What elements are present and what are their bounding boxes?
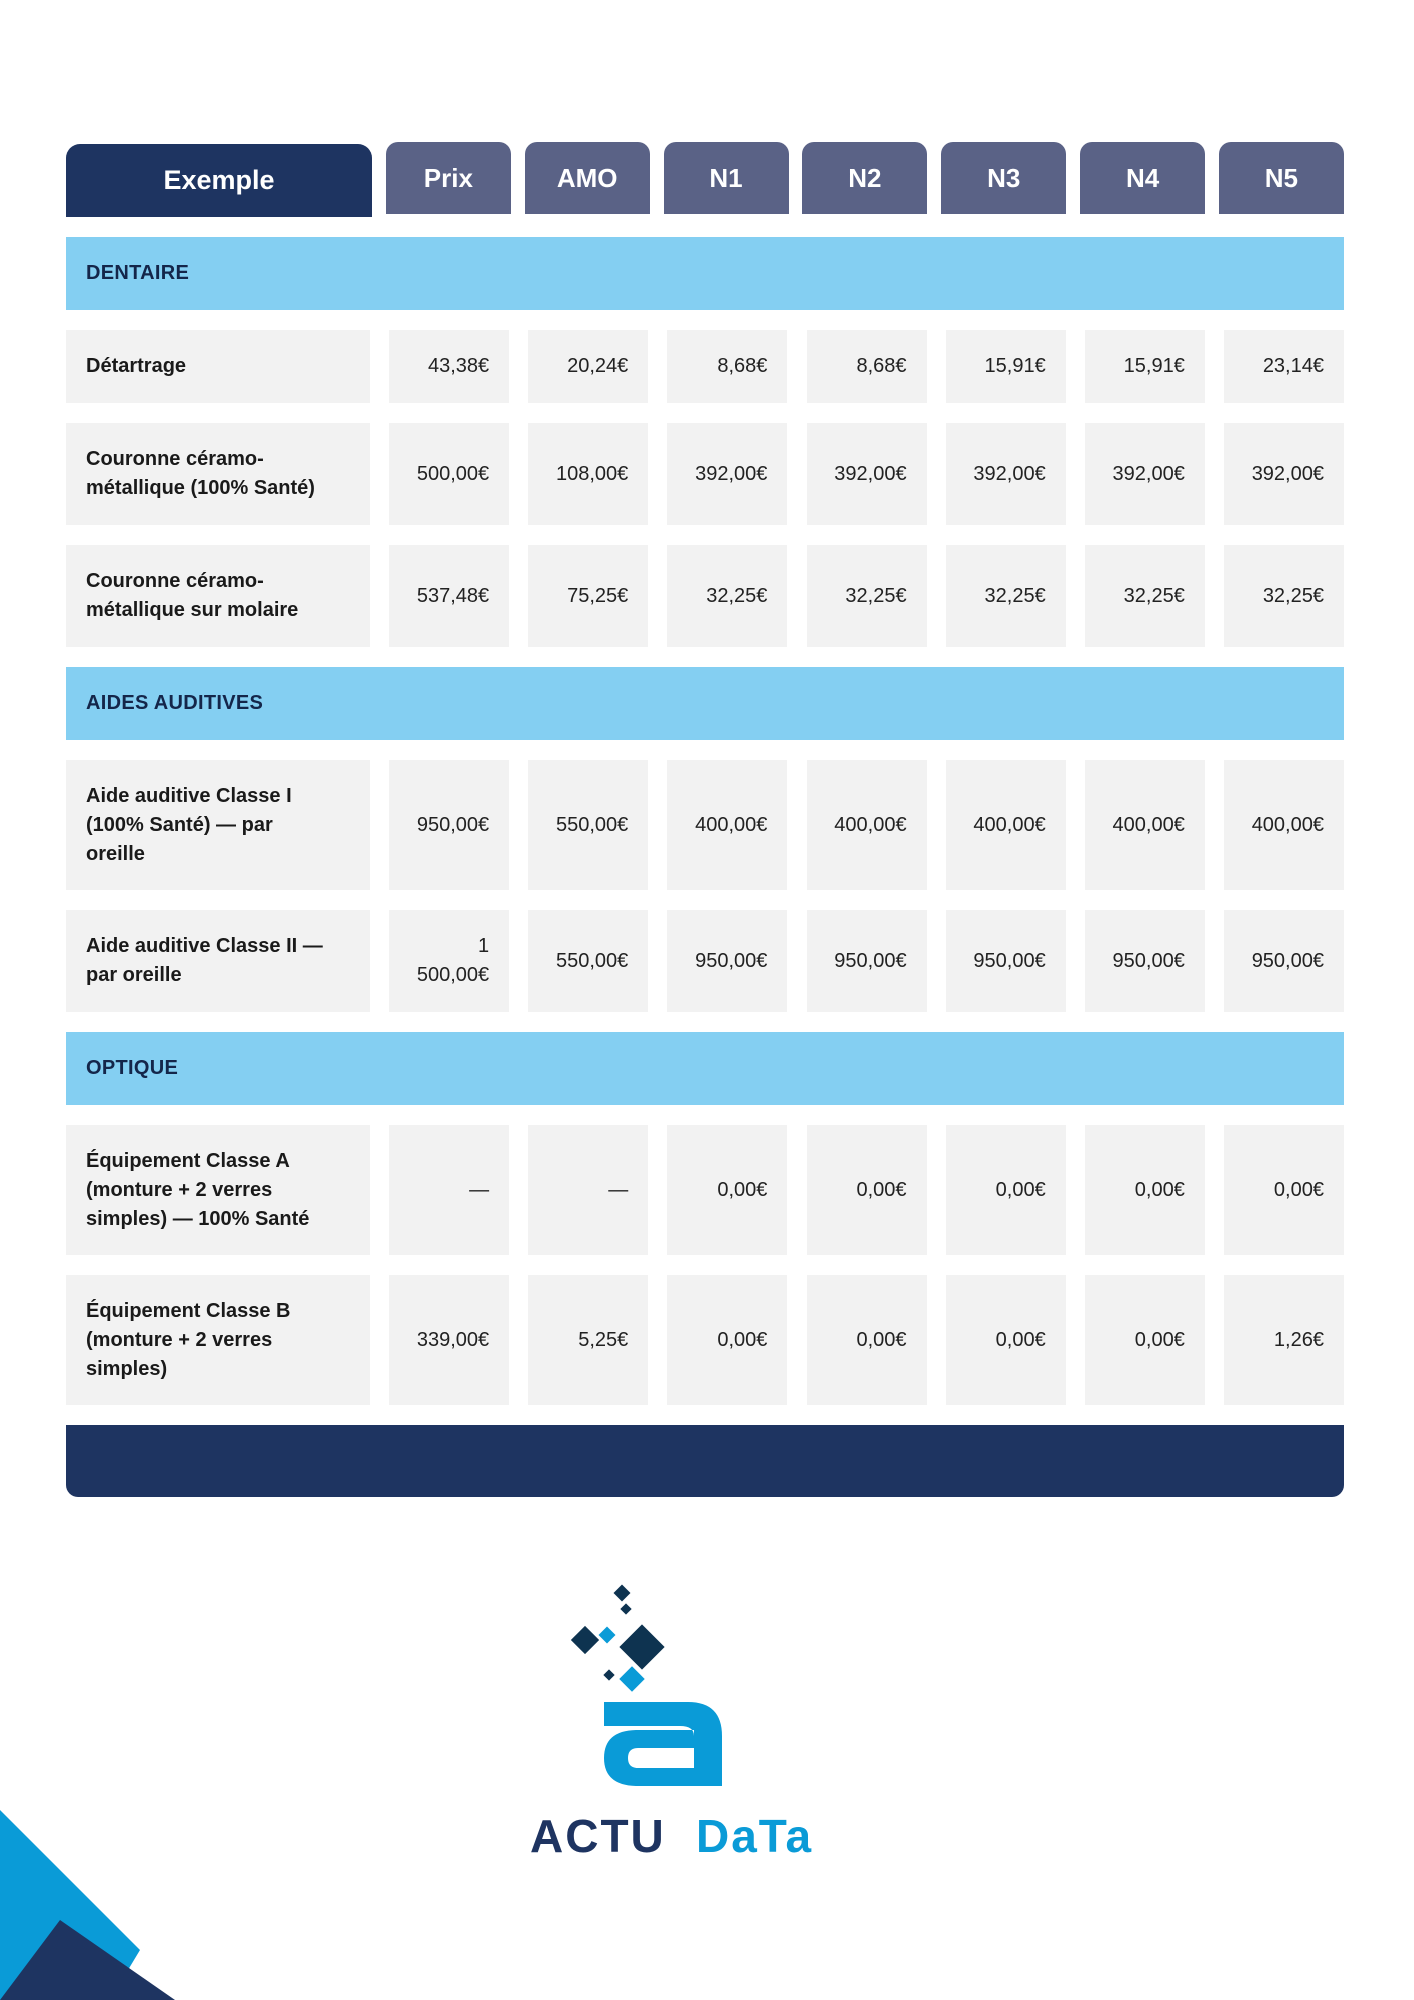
- value-cell: 32,25€: [667, 545, 787, 647]
- value-cell: 0,00€: [807, 1125, 927, 1255]
- value-cell: 75,25€: [528, 545, 648, 647]
- comparison-table: [66, 142, 1344, 1497]
- logo-diamond: [614, 1585, 631, 1602]
- value-cell: 0,00€: [807, 1275, 927, 1405]
- logo-diamond: [619, 1666, 644, 1691]
- logo-text-actu: ACTU: [530, 1810, 666, 1862]
- value-cell: 392,00€: [807, 423, 927, 525]
- value-cell: 400,00€: [1085, 760, 1205, 890]
- row-label: Couronne céramo- métallique (100% Santé): [66, 423, 370, 525]
- section-header: AIDES AUDITIVES: [66, 667, 1344, 740]
- value-cell: 400,00€: [807, 760, 927, 890]
- value-cell: —: [389, 1125, 509, 1255]
- table-row: [66, 910, 1344, 1012]
- value-cell: 0,00€: [667, 1275, 787, 1405]
- value-cell: 392,00€: [1085, 423, 1205, 525]
- value-cell: 400,00€: [1224, 760, 1344, 890]
- corner-decoration: [0, 1810, 190, 2000]
- value-cell: 0,00€: [1224, 1125, 1344, 1255]
- value-cell: 108,00€: [528, 423, 648, 525]
- value-cell: 0,00€: [667, 1125, 787, 1255]
- logo-diamond: [620, 1603, 631, 1614]
- header-n4: N4: [1080, 142, 1205, 214]
- actudata-logo: [530, 1580, 890, 1870]
- value-cell: 550,00€: [528, 910, 648, 1012]
- row-label: Détartrage: [66, 330, 370, 403]
- header-n1: N1: [664, 142, 789, 214]
- value-cell: 0,00€: [946, 1275, 1066, 1405]
- header-amo: AMO: [525, 142, 650, 214]
- header-n3: N3: [941, 142, 1066, 214]
- table-row: [66, 330, 1344, 403]
- value-cell: 32,25€: [807, 545, 927, 647]
- section-header: OPTIQUE: [66, 1032, 1344, 1105]
- table-row: [66, 1125, 1344, 1255]
- logo-diamond: [619, 1624, 664, 1669]
- value-cell: 950,00€: [946, 910, 1066, 1012]
- value-cell: 0,00€: [1085, 1125, 1205, 1255]
- logo-diamond: [599, 1627, 616, 1644]
- header-n2: N2: [802, 142, 927, 214]
- value-cell: 23,14€: [1224, 330, 1344, 403]
- header-prix: Prix: [386, 142, 511, 214]
- value-cell: 20,24€: [528, 330, 648, 403]
- logo-diamond: [603, 1669, 614, 1680]
- value-cell: 950,00€: [389, 760, 509, 890]
- table-body: [66, 237, 1344, 1405]
- value-cell: 0,00€: [946, 1125, 1066, 1255]
- section-header: DENTAIRE: [66, 237, 1344, 310]
- logo-a-mark: [604, 1702, 722, 1786]
- header-n5: N5: [1219, 142, 1344, 214]
- value-cell: 392,00€: [946, 423, 1066, 525]
- value-cell: 15,91€: [946, 330, 1066, 403]
- value-cell: 950,00€: [1224, 910, 1344, 1012]
- table-header-row: [66, 142, 1344, 217]
- value-cell: 32,25€: [1085, 545, 1205, 647]
- table-row: [66, 545, 1344, 647]
- row-label: Équipement Classe A (monture + 2 verres simples) — 100% Santé: [66, 1125, 370, 1255]
- value-cell: 1 500,00€: [389, 910, 509, 1012]
- header-exemple: Exemple: [66, 144, 372, 217]
- value-cell: 950,00€: [807, 910, 927, 1012]
- value-cell: 400,00€: [946, 760, 1066, 890]
- value-cell: 400,00€: [667, 760, 787, 890]
- logo-text-data: DaTa: [696, 1810, 814, 1862]
- value-cell: 32,25€: [946, 545, 1066, 647]
- row-label: Couronne céramo- métallique sur molaire: [66, 545, 370, 647]
- value-cell: 950,00€: [1085, 910, 1205, 1012]
- logo-diamond: [571, 1626, 599, 1654]
- value-cell: 32,25€: [1224, 545, 1344, 647]
- value-cell: 392,00€: [667, 423, 787, 525]
- value-cell: 15,91€: [1085, 330, 1205, 403]
- value-cell: 392,00€: [1224, 423, 1344, 525]
- row-label: Aide auditive Classe II — par oreille: [66, 910, 370, 1012]
- value-cell: 8,68€: [807, 330, 927, 403]
- value-cell: 5,25€: [528, 1275, 648, 1405]
- value-cell: 43,38€: [389, 330, 509, 403]
- value-cell: 8,68€: [667, 330, 787, 403]
- value-cell: 0,00€: [1085, 1275, 1205, 1405]
- row-label: Aide auditive Classe I (100% Santé) — par oreille: [66, 760, 370, 890]
- table-row: [66, 423, 1344, 525]
- value-cell: —: [528, 1125, 648, 1255]
- row-label: Équipement Classe B (monture + 2 verres simples): [66, 1275, 370, 1405]
- value-cell: 339,00€: [389, 1275, 509, 1405]
- value-cell: 1,26€: [1224, 1275, 1344, 1405]
- value-cell: 500,00€: [389, 423, 509, 525]
- value-cell: 550,00€: [528, 760, 648, 890]
- value-cell: 950,00€: [667, 910, 787, 1012]
- table-row: [66, 1275, 1344, 1405]
- table-footer-bar: [66, 1425, 1344, 1497]
- value-cell: 537,48€: [389, 545, 509, 647]
- table-row: [66, 760, 1344, 890]
